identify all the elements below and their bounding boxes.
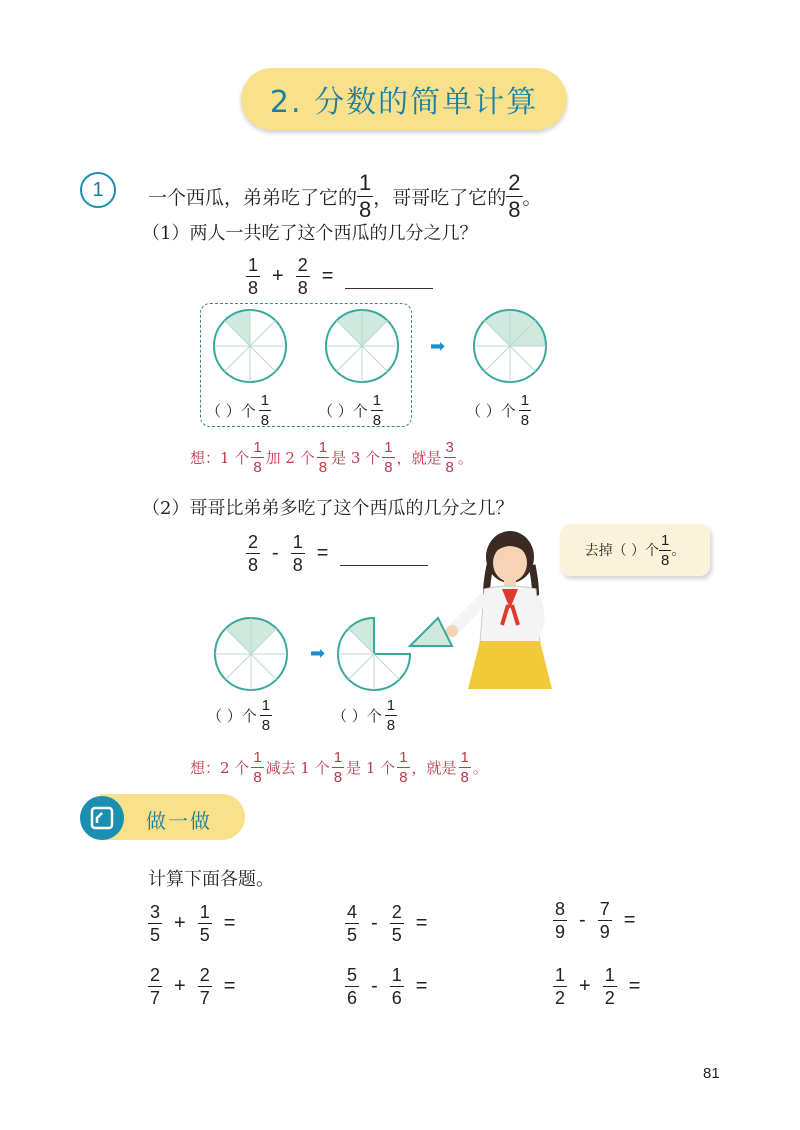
fraction-denominator: 8	[292, 555, 303, 575]
intro-text-a: 一个西瓜，弟弟吃了它的	[148, 187, 358, 209]
fraction-denominator: 8	[508, 197, 521, 222]
watermelon-circle-2-eighths	[322, 306, 402, 386]
fraction-numerator: 1	[399, 749, 408, 766]
caption-fraction	[371, 393, 383, 428]
hint-fraction	[397, 750, 409, 785]
practice-label: 做一做	[146, 809, 212, 833]
fraction-denominator: 2	[555, 988, 566, 1008]
arrow-right-icon: ➡	[430, 336, 446, 357]
problem-operator: +	[174, 912, 186, 934]
fraction-numerator: 3	[445, 439, 454, 456]
bubble-text: 去掉（ ）个	[584, 543, 660, 559]
problem-fraction-b	[390, 966, 404, 1007]
fraction-numerator: 1	[460, 749, 469, 766]
circle-5-caption	[332, 698, 397, 733]
fraction-denominator: 7	[199, 988, 210, 1008]
fraction-denominator: 8	[399, 769, 408, 786]
intro-fraction-brother-elder	[506, 172, 522, 221]
arrow-right-icon: ➡	[310, 643, 326, 664]
hint-text: 是 1 个	[346, 759, 396, 777]
circle-4-caption	[207, 698, 272, 733]
caption-text: （ ）个	[207, 707, 257, 725]
problem-equals: =	[223, 912, 236, 934]
watermelon-slice-removed	[408, 616, 454, 650]
fraction-numerator: 1	[292, 532, 303, 552]
example-number-badge: 1	[80, 172, 116, 208]
fraction-numerator: 1	[386, 697, 396, 714]
problem-fraction-a	[148, 966, 162, 1007]
hint-text: 。	[457, 449, 473, 467]
equation-operator: -	[272, 542, 279, 564]
fraction-denominator: 8	[297, 278, 308, 298]
practice-problem-6	[553, 966, 640, 1007]
equation-fraction-b	[296, 256, 310, 297]
practice-problem-3	[553, 900, 635, 941]
fraction-denominator: 8	[460, 769, 469, 786]
fraction-numerator: 1	[604, 965, 615, 985]
equation-operator: +	[272, 265, 284, 287]
question-1-hint	[190, 440, 473, 475]
fraction-numerator: 1	[260, 392, 270, 409]
equation-equals: =	[316, 542, 329, 564]
intro-text-b: ，哥哥吃了它的	[373, 187, 507, 209]
hint-text: 减去 1 个	[265, 759, 330, 777]
caption-fraction	[385, 698, 397, 733]
fraction-denominator: 8	[253, 459, 262, 476]
fraction-numerator: 4	[347, 902, 358, 922]
fraction-numerator: 1	[253, 439, 262, 456]
problem-operator: -	[371, 975, 378, 997]
fraction-denominator: 8	[248, 555, 259, 575]
problem-fraction-b	[198, 966, 212, 1007]
hint-fraction	[332, 750, 344, 785]
example-intro	[148, 172, 542, 221]
problem-fraction-b	[598, 900, 612, 941]
hint-result-fraction	[444, 440, 456, 475]
question-2-label: （2）哥哥比弟弟多吃了这个西瓜的几分之几？	[142, 498, 514, 519]
fraction-denominator: 9	[555, 922, 566, 942]
fraction-denominator: 8	[359, 197, 372, 222]
fraction-numerator: 1	[318, 439, 328, 456]
fraction-denominator: 8	[372, 412, 382, 429]
fraction-numerator: 2	[508, 170, 521, 195]
fraction-numerator: 2	[150, 965, 161, 985]
fraction-denominator: 8	[445, 459, 454, 476]
problem-operator: +	[579, 975, 591, 997]
intro-end: 。	[522, 187, 542, 209]
fraction-numerator: 2	[199, 965, 210, 985]
speech-bubble	[560, 524, 710, 576]
circle-2-caption	[318, 393, 383, 428]
problem-fraction-b	[390, 903, 404, 944]
fraction-denominator: 5	[391, 925, 402, 945]
practice-problem-1	[148, 903, 235, 944]
hint-fraction	[382, 440, 394, 475]
fraction-denominator: 8	[261, 717, 271, 734]
fraction-denominator: 7	[150, 988, 161, 1008]
watermelon-circle-1-eighth	[210, 306, 290, 386]
hint-text: 加 2 个	[265, 449, 315, 467]
fraction-denominator: 8	[520, 412, 530, 429]
fraction-denominator: 2	[604, 988, 615, 1008]
problem-fraction-b	[603, 966, 617, 1007]
fraction-denominator: 8	[318, 459, 328, 476]
fraction-denominator: 5	[199, 925, 210, 945]
fraction-numerator: 1	[555, 965, 566, 985]
equation-equals: =	[321, 265, 334, 287]
caption-fraction	[519, 393, 531, 428]
fraction-numerator: 8	[555, 899, 566, 919]
answer-blank[interactable]	[345, 264, 433, 289]
practice-problem-2	[345, 903, 427, 944]
problem-equals: =	[223, 975, 236, 997]
fraction-denominator: 8	[260, 412, 270, 429]
girl-illustration	[440, 525, 565, 695]
fraction-denominator: 8	[248, 278, 259, 298]
bubble-text: 。	[671, 543, 686, 559]
fraction-denominator: 6	[347, 988, 358, 1008]
fraction-denominator: 8	[333, 769, 343, 786]
fraction-numerator: 1	[520, 392, 530, 409]
equation-fraction-a	[246, 533, 260, 574]
question-2-hint	[190, 750, 488, 785]
circle-1-caption	[206, 393, 271, 428]
watermelon-circle-minus-eighth	[334, 614, 414, 694]
fraction-denominator: 8	[253, 769, 262, 786]
hint-fraction	[251, 440, 263, 475]
page-title: 2. 分数的简单计算	[241, 68, 567, 130]
fraction-numerator: 5	[347, 965, 358, 985]
fraction-denominator: 8	[386, 717, 396, 734]
hint-result-fraction	[459, 750, 471, 785]
fraction-numerator: 2	[297, 255, 308, 275]
question-1-equation	[246, 256, 433, 297]
bubble-fraction	[659, 533, 671, 568]
fraction-numerator: 1	[384, 439, 393, 456]
hint-text: 是 3 个	[331, 449, 381, 467]
intro-fraction-brother-younger	[357, 172, 373, 221]
caption-fraction	[260, 698, 272, 733]
fraction-numerator: 1	[248, 255, 259, 275]
equation-fraction-b	[291, 533, 305, 574]
practice-problem-4	[148, 966, 235, 1007]
answer-blank[interactable]	[340, 541, 428, 566]
fraction-denominator: 8	[384, 459, 393, 476]
hint-text: 想：2 个	[190, 759, 250, 777]
problem-equals: =	[628, 975, 641, 997]
problem-equals: =	[415, 975, 428, 997]
caption-text: （ ）个	[466, 402, 516, 420]
page-number: 81	[703, 1065, 720, 1082]
problem-fraction-a	[553, 900, 567, 941]
practice-problem-5	[345, 966, 427, 1007]
problem-fraction-a	[148, 903, 162, 944]
fraction-numerator: 2	[248, 532, 259, 552]
fraction-numerator: 7	[599, 899, 610, 919]
hint-text: ，就是	[411, 759, 457, 777]
hint-fraction	[251, 750, 263, 785]
hint-text: 想：1 个	[190, 449, 250, 467]
fraction-numerator: 3	[150, 902, 161, 922]
caption-text: （ ）个	[318, 402, 368, 420]
circle-3-caption	[466, 393, 531, 428]
problem-fraction-a	[553, 966, 567, 1007]
watermelon-circle-3-eighths	[470, 306, 550, 386]
problem-operator: -	[371, 912, 378, 934]
problem-fraction-a	[345, 903, 359, 944]
hint-text: 。	[472, 759, 488, 777]
problem-operator: -	[579, 909, 586, 931]
problem-equals: =	[415, 912, 428, 934]
practice-instruction: 计算下面各题。	[148, 869, 274, 890]
equation-fraction-a	[246, 256, 260, 297]
fraction-denominator: 6	[391, 988, 402, 1008]
fraction-numerator: 1	[661, 531, 670, 549]
fraction-denominator: 8	[661, 551, 670, 569]
pencil-square-icon	[88, 804, 116, 832]
caption-text: （ ）个	[332, 707, 382, 725]
watermelon-circle-2-eighths-q2	[211, 614, 291, 694]
problem-fraction-a	[345, 966, 359, 1007]
fraction-numerator: 1	[261, 697, 271, 714]
fraction-numerator: 1	[333, 749, 343, 766]
fraction-numerator: 2	[391, 902, 402, 922]
caption-text: （ ）个	[206, 402, 256, 420]
hint-fraction	[317, 440, 329, 475]
question-1-label: （1）两人一共吃了这个西瓜的几分之几？	[142, 223, 478, 244]
fraction-numerator: 1	[253, 749, 262, 766]
problem-operator: +	[174, 975, 186, 997]
caption-fraction	[259, 393, 271, 428]
fraction-numerator: 1	[391, 965, 402, 985]
problem-fraction-b	[198, 903, 212, 944]
problem-equals: =	[623, 909, 636, 931]
fraction-numerator: 1	[199, 902, 210, 922]
fraction-denominator: 9	[599, 922, 610, 942]
fraction-denominator: 5	[150, 925, 161, 945]
fraction-denominator: 5	[347, 925, 358, 945]
fraction-numerator: 1	[372, 392, 382, 409]
hint-text: ，就是	[396, 449, 442, 467]
question-2-equation	[246, 533, 428, 574]
fraction-numerator: 1	[359, 170, 372, 195]
